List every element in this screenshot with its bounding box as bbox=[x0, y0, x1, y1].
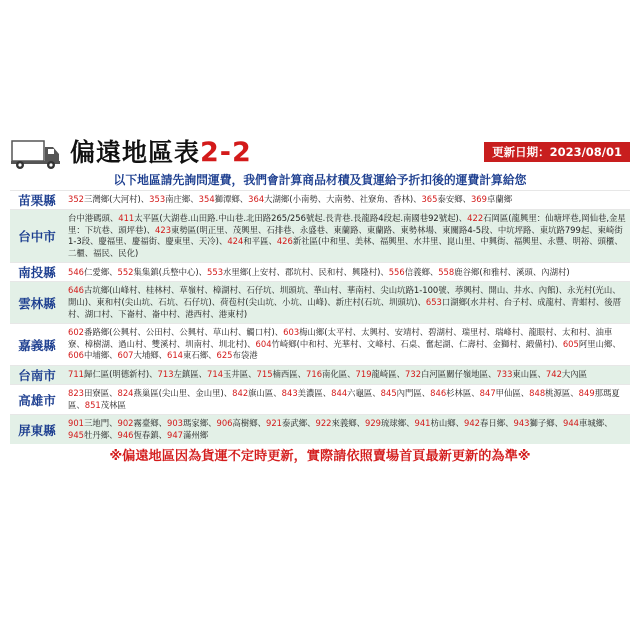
update-date-badge: 更新日期：2023/08/01 bbox=[484, 142, 630, 162]
area-name: 東石鄉、 bbox=[183, 350, 217, 361]
region-areas bbox=[64, 384, 630, 414]
area-name: 滿州鄉 bbox=[183, 429, 209, 440]
region-areas bbox=[64, 210, 630, 263]
area-name: 口湖鄉(水井村、台子村、成龍村、青蚶村、後厝村、湖口村、下崙村、崙中村、港西村、港東村) bbox=[68, 296, 622, 319]
area-name: 桃源區、 bbox=[545, 387, 579, 398]
postal-code: 625 bbox=[216, 350, 233, 361]
postal-code: 902 bbox=[117, 418, 134, 429]
area-name: 高樹鄉、 bbox=[232, 418, 266, 429]
region-row bbox=[10, 210, 630, 263]
postal-code: 715 bbox=[256, 369, 273, 380]
area-name: 新社區(中和里、美林、福興里、水井里、崑山里、中興街、福興里、永豐、明裕、頭櫃、二櫃、福民、民化) bbox=[68, 236, 623, 258]
area-name: 阿里山鄉、 bbox=[578, 338, 621, 349]
area-name: 瑪家鄉、 bbox=[183, 418, 217, 429]
area-name: 獅子鄉、 bbox=[529, 418, 563, 429]
area-name: 東勢區(明正里、茂興里、石排巷、永盛巷、東蘭路、東蘭路、東勢林場、東關路4-5段、中坑坪路、東坑路799起、柬崎街1-3段、慶福里、慶福街、慶東里、天冷)、 bbox=[68, 224, 623, 247]
postal-code: 947 bbox=[167, 429, 183, 440]
postal-code: 845 bbox=[380, 387, 397, 398]
postal-code: 426 bbox=[276, 236, 293, 247]
area-name: 玉井區、 bbox=[223, 369, 257, 380]
area-name: 泰安鄉、 bbox=[437, 194, 471, 205]
area-name: 鹿谷鄉(和雅村、溪頭、內湖村) bbox=[454, 266, 570, 277]
area-name: 三地門、 bbox=[84, 418, 118, 429]
area-name: 車城鄉、 bbox=[579, 418, 613, 429]
area-name: 古坑鄉(山峰村、桂林村、草嶺村、樟湖村、石仔坑、圳頭坑、華山村、華南村、尖山坑路1-100號、葶興村、開山、井水、內館)、永光村(光山、開山)、東和村(尖山坑、石坑、石仔坑)、荷苞村(尖山坑、小坑、山峰)、新庄村(石坑、圳頭坑)、 bbox=[68, 285, 621, 307]
area-name: 太平區(大湖巷.山田路.中山巷.北田路265/256號起.長青巷.長龍路4段起.南國巷92號起)、 bbox=[134, 213, 468, 223]
region-areas bbox=[64, 324, 630, 366]
area-name: 泰武鄉、 bbox=[282, 418, 316, 429]
area-name: 三灣鄉(大河村)、 bbox=[84, 194, 150, 205]
postal-code: 553 bbox=[207, 266, 224, 277]
postal-code: 922 bbox=[315, 418, 332, 429]
postal-code: 556 bbox=[388, 266, 405, 277]
postal-code: 713 bbox=[157, 369, 174, 380]
region-row bbox=[10, 263, 630, 282]
area-name: 大內區 bbox=[561, 369, 588, 380]
region-name: 台中市 bbox=[10, 210, 64, 263]
area-name: 牡丹鄉、 bbox=[84, 429, 118, 440]
area-name: 信義鄉、 bbox=[404, 266, 439, 277]
area-name: 春日鄉、 bbox=[480, 418, 514, 429]
area-name: 來義鄉、 bbox=[331, 418, 365, 429]
area-name: 六龜區、 bbox=[347, 387, 381, 398]
postal-code: 733 bbox=[496, 369, 513, 380]
area-name: 杉林區、 bbox=[446, 387, 480, 398]
postal-code: 365 bbox=[421, 194, 438, 205]
area-name: 美濃區、 bbox=[297, 387, 332, 398]
postal-code: 844 bbox=[331, 387, 348, 398]
area-name: 竹崎鄉(中和村、光華村、文峰村、石桌、奮起湖、仁壽村、金獅村、緞備村)、 bbox=[271, 338, 563, 349]
postal-code: 653 bbox=[425, 296, 442, 307]
region-table bbox=[10, 190, 630, 444]
area-name: 旗山區、 bbox=[248, 387, 282, 398]
region-name: 雲林縣 bbox=[10, 282, 64, 324]
postal-code: 714 bbox=[207, 369, 224, 380]
postal-code: 711 bbox=[68, 369, 84, 380]
area-name: 龍崎區、 bbox=[371, 369, 406, 380]
postal-code: 605 bbox=[562, 338, 579, 349]
area-name: 恆春鎮、 bbox=[133, 429, 167, 440]
area-name: 大埔鄉、 bbox=[133, 350, 167, 361]
remote-area-sheet bbox=[10, 136, 630, 466]
postal-code: 906 bbox=[216, 418, 233, 429]
postal-code: 941 bbox=[414, 418, 431, 429]
area-name: 白河區關仔嶺地區、 bbox=[421, 369, 497, 380]
area-name: 台中港碼頭、 bbox=[68, 213, 119, 223]
postal-code: 369 bbox=[470, 194, 487, 205]
footer-notice: ※偏遠地區因為貨運不定時更新，實際請依照賣場首頁最新更新的為準※ bbox=[109, 449, 531, 465]
area-name: 南庄鄉、 bbox=[165, 194, 199, 205]
area-name: 左鎮區、 bbox=[173, 369, 208, 380]
area-name: 卓蘭鄉 bbox=[486, 194, 513, 205]
postal-code: 719 bbox=[355, 369, 372, 380]
postal-code: 558 bbox=[438, 266, 455, 277]
postal-code: 846 bbox=[430, 387, 447, 398]
region-name: 嘉義縣 bbox=[10, 324, 64, 366]
area-name: 琉球鄉、 bbox=[381, 418, 415, 429]
postal-code: 604 bbox=[255, 338, 272, 349]
area-name: 燕巢區(尖山里、金山里)、 bbox=[133, 387, 233, 398]
area-name: 內門區、 bbox=[396, 387, 431, 398]
postal-code: 903 bbox=[167, 418, 183, 429]
postal-code: 823 bbox=[68, 387, 84, 398]
postal-code: 606 bbox=[68, 350, 84, 361]
region-areas bbox=[64, 365, 630, 384]
postal-code: 848 bbox=[529, 387, 546, 398]
region-areas bbox=[64, 263, 630, 282]
postal-code: 424 bbox=[227, 236, 244, 247]
title-text: 偏遠地區表 bbox=[70, 138, 201, 167]
region-row bbox=[10, 324, 630, 366]
postal-code: 614 bbox=[167, 350, 183, 361]
postal-code: 742 bbox=[545, 369, 562, 380]
region-row bbox=[10, 282, 630, 324]
region-areas bbox=[64, 282, 630, 324]
area-name: 集集鎮(兵整中心)、 bbox=[133, 266, 208, 277]
postal-code: 716 bbox=[306, 369, 323, 380]
area-name: 田寮區、 bbox=[84, 387, 118, 398]
area-name: 布袋港 bbox=[232, 350, 258, 361]
postal-code: 946 bbox=[117, 429, 134, 440]
postal-code: 824 bbox=[117, 387, 134, 398]
postal-code: 607 bbox=[117, 350, 134, 361]
area-name: 那瑪夏區、 bbox=[68, 387, 620, 410]
postal-code: 411 bbox=[118, 213, 135, 223]
page-title bbox=[70, 136, 252, 170]
area-name: 甲仙區、 bbox=[495, 387, 530, 398]
postal-code: 552 bbox=[117, 266, 134, 277]
postal-code: 929 bbox=[365, 418, 381, 429]
area-name: 枋山鄉、 bbox=[430, 418, 464, 429]
region-areas bbox=[64, 191, 630, 210]
region-name: 台南市 bbox=[10, 365, 64, 384]
postal-code: 602 bbox=[68, 327, 84, 338]
area-name: 梅山鄉(太平村、太興村、安靖村、碧湖村、瑞里村、瑞峰村、龍眼村、太和村、油車寮、樟樹湖、過山村、雙溪村、圳南村、圳北村)、 bbox=[68, 327, 613, 349]
truck-icon bbox=[10, 138, 62, 170]
postal-code: 732 bbox=[405, 369, 422, 380]
postal-code: 422 bbox=[467, 213, 484, 223]
region-row bbox=[10, 191, 630, 210]
postal-code: 849 bbox=[578, 387, 595, 398]
area-name: 獅潭鄉、 bbox=[214, 194, 249, 205]
postal-code: 603 bbox=[283, 327, 300, 338]
area-name: 楠西區、 bbox=[272, 369, 307, 380]
postal-code: 943 bbox=[513, 418, 530, 429]
region-name: 高雄市 bbox=[10, 384, 64, 414]
area-name: 和平區、 bbox=[243, 236, 277, 247]
postal-code: 842 bbox=[232, 387, 249, 398]
region-row bbox=[10, 384, 630, 414]
postal-code: 354 bbox=[198, 194, 215, 205]
postal-code: 944 bbox=[563, 418, 579, 429]
postal-code: 945 bbox=[68, 429, 84, 440]
area-name: 大湖鄉(小南勢、大南勢、社寮角、香林)、 bbox=[264, 194, 422, 205]
area-name: 中埔鄉、 bbox=[84, 350, 118, 361]
region-name: 苗栗縣 bbox=[10, 191, 64, 210]
area-name: 水里鄉(上安村、郡坑村、民和村、興隆村)、 bbox=[223, 266, 389, 277]
postal-code: 843 bbox=[281, 387, 298, 398]
area-name: 茂林區 bbox=[100, 399, 126, 410]
postal-code: 352 bbox=[68, 194, 84, 205]
region-name: 南投縣 bbox=[10, 263, 64, 282]
postal-code: 364 bbox=[248, 194, 265, 205]
region-areas bbox=[64, 415, 630, 445]
region-row bbox=[10, 415, 630, 445]
title-number: 2-2 bbox=[200, 137, 252, 168]
postal-code: 942 bbox=[464, 418, 480, 429]
postal-code: 423 bbox=[155, 224, 172, 235]
postal-code: 921 bbox=[266, 418, 282, 429]
area-name: 仁愛鄉、 bbox=[84, 266, 118, 277]
postal-code: 353 bbox=[149, 194, 166, 205]
subtitle-notice: 以下地區請先詢問運費，我們會計算商品材積及貨運給予折扣後的運費計算給您 bbox=[113, 173, 527, 187]
area-name: 石岡區(龍興里：仙塘坪巷,岡仙巷,金星里：下坑巷、頭坪巷)、 bbox=[68, 213, 626, 235]
postal-code: 901 bbox=[68, 418, 84, 429]
region-name: 屏東縣 bbox=[10, 415, 64, 445]
postal-code: 851 bbox=[84, 399, 101, 410]
region-row bbox=[10, 365, 630, 384]
area-name: 南化區、 bbox=[322, 369, 356, 380]
sheet-header bbox=[10, 136, 630, 172]
area-name: 番路鄉(公興村、公田村、公興村、草山村、觸口村)、 bbox=[84, 327, 284, 338]
postal-code: 546 bbox=[68, 266, 84, 277]
area-name: 霧臺鄉、 bbox=[133, 418, 167, 429]
postal-code: 847 bbox=[479, 387, 496, 398]
postal-code: 646 bbox=[68, 285, 84, 296]
area-name: 歸仁區(明德新村)、 bbox=[84, 369, 158, 380]
area-name: 東山區、 bbox=[512, 369, 546, 380]
